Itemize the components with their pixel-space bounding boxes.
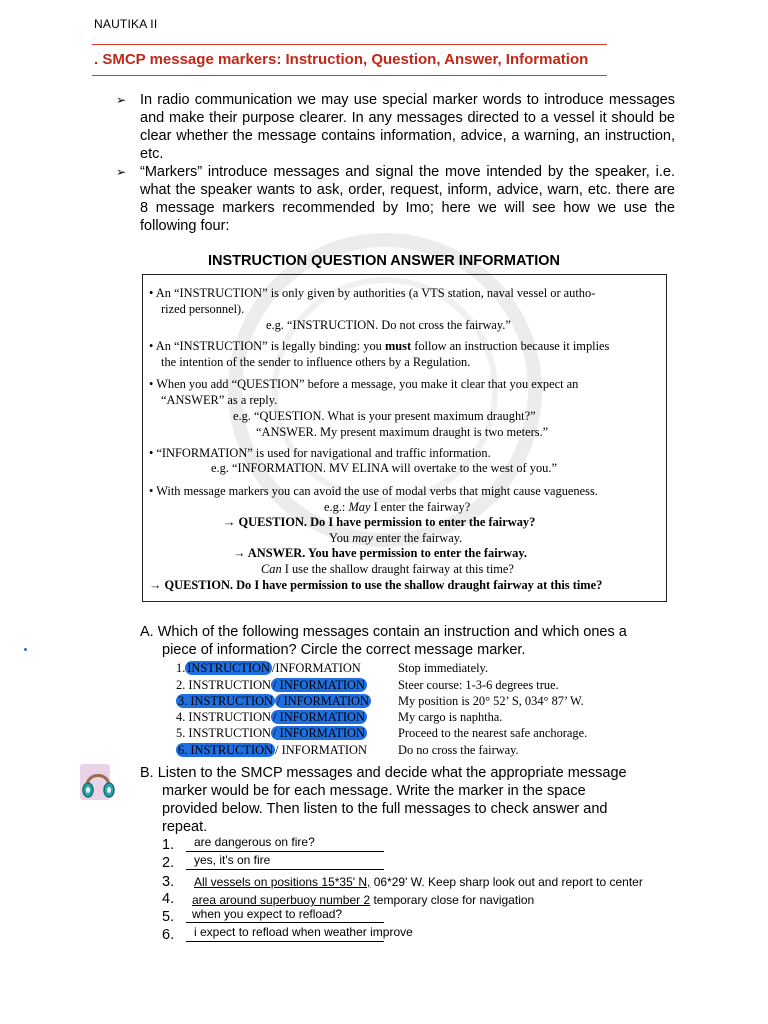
box-line: Can I use the shallow draught fairway at this time?	[261, 562, 514, 576]
markers-info-box	[142, 274, 667, 602]
answer-line	[186, 941, 384, 942]
box-line: • When you add “QUESTION” before a message, you make it clear that you expect an	[149, 377, 579, 391]
answer-number: 2.	[162, 855, 175, 871]
box-line: → ANSWER. You have permission to enter the fairway.	[233, 546, 527, 560]
page-title: . SMCP message markers: Instruction, Question, Answer, Information	[94, 51, 589, 68]
box-line: “ANSWER. My present maximum draught is two meters.”	[256, 425, 549, 439]
answer-line	[186, 922, 384, 923]
intro-bullet-1-text: In radio communication we may use special marker words to introduce messages and make their purpose clearer. In any messages directed to a vessel it should be clear whether the message contains information, advice, a warning, an instruction, etc.	[140, 92, 675, 162]
answer-number: 6.	[162, 927, 175, 943]
box-line: • An “INSTRUCTION” is only given by authorities (a VTS station, naval vessel or autho-	[149, 286, 596, 300]
information-option[interactable]: INFORMATION	[281, 743, 367, 757]
box-line: • With message markers you can avoid the use of modal verbs that might cause vagueness.	[149, 484, 598, 498]
instruction-option-selected[interactable]: INSTRUCTION	[187, 661, 270, 675]
exercise-a-item[interactable]: 1. INSTRUCTION /INFORMATION Stop immediately.	[176, 661, 489, 675]
intro-bullet-1	[118, 91, 675, 163]
exercise-b-prompt: B. Listen to the SMCP messages and decide what the appropriate message marker would be for each message. Write the marker in the space provided below. Then listen to the full messages to check answer and repeat.	[140, 765, 627, 835]
exercise-a-item[interactable]: 5. INSTRUCTION / INFORMATION Proceed to the nearest safe anchorage.	[176, 726, 588, 740]
box-line: rized personnel).	[161, 302, 245, 316]
headphones-icon	[78, 762, 120, 804]
intro-bullet-2-text: “Markers” introduce messages and signal the move intended by the speaker, i.e. what the speaker wants to ask, order, request, inform, advice, warn, etc. there are 8 message markers recommended by Imo; here we will see how we use the following four:	[140, 164, 675, 234]
box-line: e.g. “QUESTION. What is your present maximum draught?”	[233, 409, 536, 423]
arrow-bullet-icon: ➢	[116, 93, 127, 107]
information-option-selected[interactable]: / INFORMATION	[277, 694, 369, 708]
box-line: “ANSWER” as a reply.	[161, 393, 278, 407]
information-option-selected[interactable]: / INFORMATION	[273, 726, 365, 740]
instruction-option[interactable]: INSTRUCTION	[188, 726, 272, 740]
box-line: • An “INSTRUCTION” is legally binding: you must follow an instruction because it implies	[149, 339, 610, 353]
answer-field[interactable]: area around superbuoy number 2 temporary close for navigation	[192, 893, 535, 907]
box-line: → QUESTION. Do I have permission to use the shallow draught fairway at this time?	[149, 578, 603, 592]
box-line: e.g. “INSTRUCTION. Do not cross the fairway.”	[266, 318, 511, 332]
instruction-option[interactable]: INSTRUCTION	[188, 710, 272, 724]
box-line: e.g.: May I enter the fairway?	[324, 500, 471, 514]
header-label: NAUTIKA II	[94, 17, 158, 31]
box-line: You may enter the fairway.	[329, 531, 463, 545]
exercise-a-item[interactable]: 3. INSTRUCTION / INFORMATION My position is 20° 52’ S, 034° 87’ W.	[178, 694, 584, 708]
box-line: → QUESTION. Do I have permission to enter the fairway?	[223, 515, 536, 529]
information-option-selected[interactable]: / INFORMATION	[273, 678, 365, 692]
exercise-a-item[interactable]: 4. INSTRUCTION / INFORMATION My cargo is naphtha.	[176, 710, 503, 724]
instruction-option[interactable]: INSTRUCTION	[188, 678, 272, 692]
exercise-a-item[interactable]: 2. INSTRUCTION / INFORMATION Steer course: 1-3-6 degrees true.	[176, 678, 559, 692]
stray-dot	[24, 648, 27, 651]
answer-line	[186, 869, 384, 870]
answer-field[interactable]: i expect to refload when weather improve	[194, 925, 413, 939]
information-option-selected[interactable]: / INFORMATION	[273, 710, 365, 724]
answer-field[interactable]: when you expect to refload?	[192, 907, 343, 921]
answer-line	[186, 851, 384, 852]
title-rule-top	[92, 44, 607, 45]
box-line: e.g. “INFORMATION. MV ELINA will overtake to the west of you.”	[211, 461, 557, 475]
answer-number: 4.	[162, 891, 175, 907]
exercise-a-item[interactable]: 6. INSTRUCTION / INFORMATION Do no cross the fairway.	[178, 743, 519, 757]
arrow-bullet-icon: ➢	[116, 165, 127, 179]
box-line: the intention of the sender to influence others by a Regulation.	[161, 355, 471, 369]
exercise-a-prompt: A. Which of the following messages contain an instruction and which ones a piece of information? Circle the correct message marker.	[140, 624, 627, 658]
information-option[interactable]: INFORMATION	[275, 661, 361, 675]
answer-number: 1.	[162, 837, 175, 853]
box-line: • “INFORMATION” is used for navigational and traffic information.	[149, 446, 491, 460]
answer-number: 5.	[162, 909, 175, 925]
section-subheading: INSTRUCTION QUESTION ANSWER INFORMATION	[207, 253, 560, 269]
intro-bullet-2	[118, 163, 675, 235]
answer-number: 3.	[162, 874, 175, 890]
title-rule-bottom	[92, 75, 607, 76]
answer-field[interactable]: All vessels on positions 15*35' N, 06*29' W. Keep sharp look out and report to center	[194, 875, 643, 889]
answer-field[interactable]: yes, it's on fire	[194, 853, 271, 867]
instruction-option-selected[interactable]: 3. INSTRUCTION	[178, 694, 274, 708]
answer-field[interactable]: are dangerous on fire?	[194, 835, 315, 849]
instruction-option-selected[interactable]: 6. INSTRUCTION	[178, 743, 274, 757]
